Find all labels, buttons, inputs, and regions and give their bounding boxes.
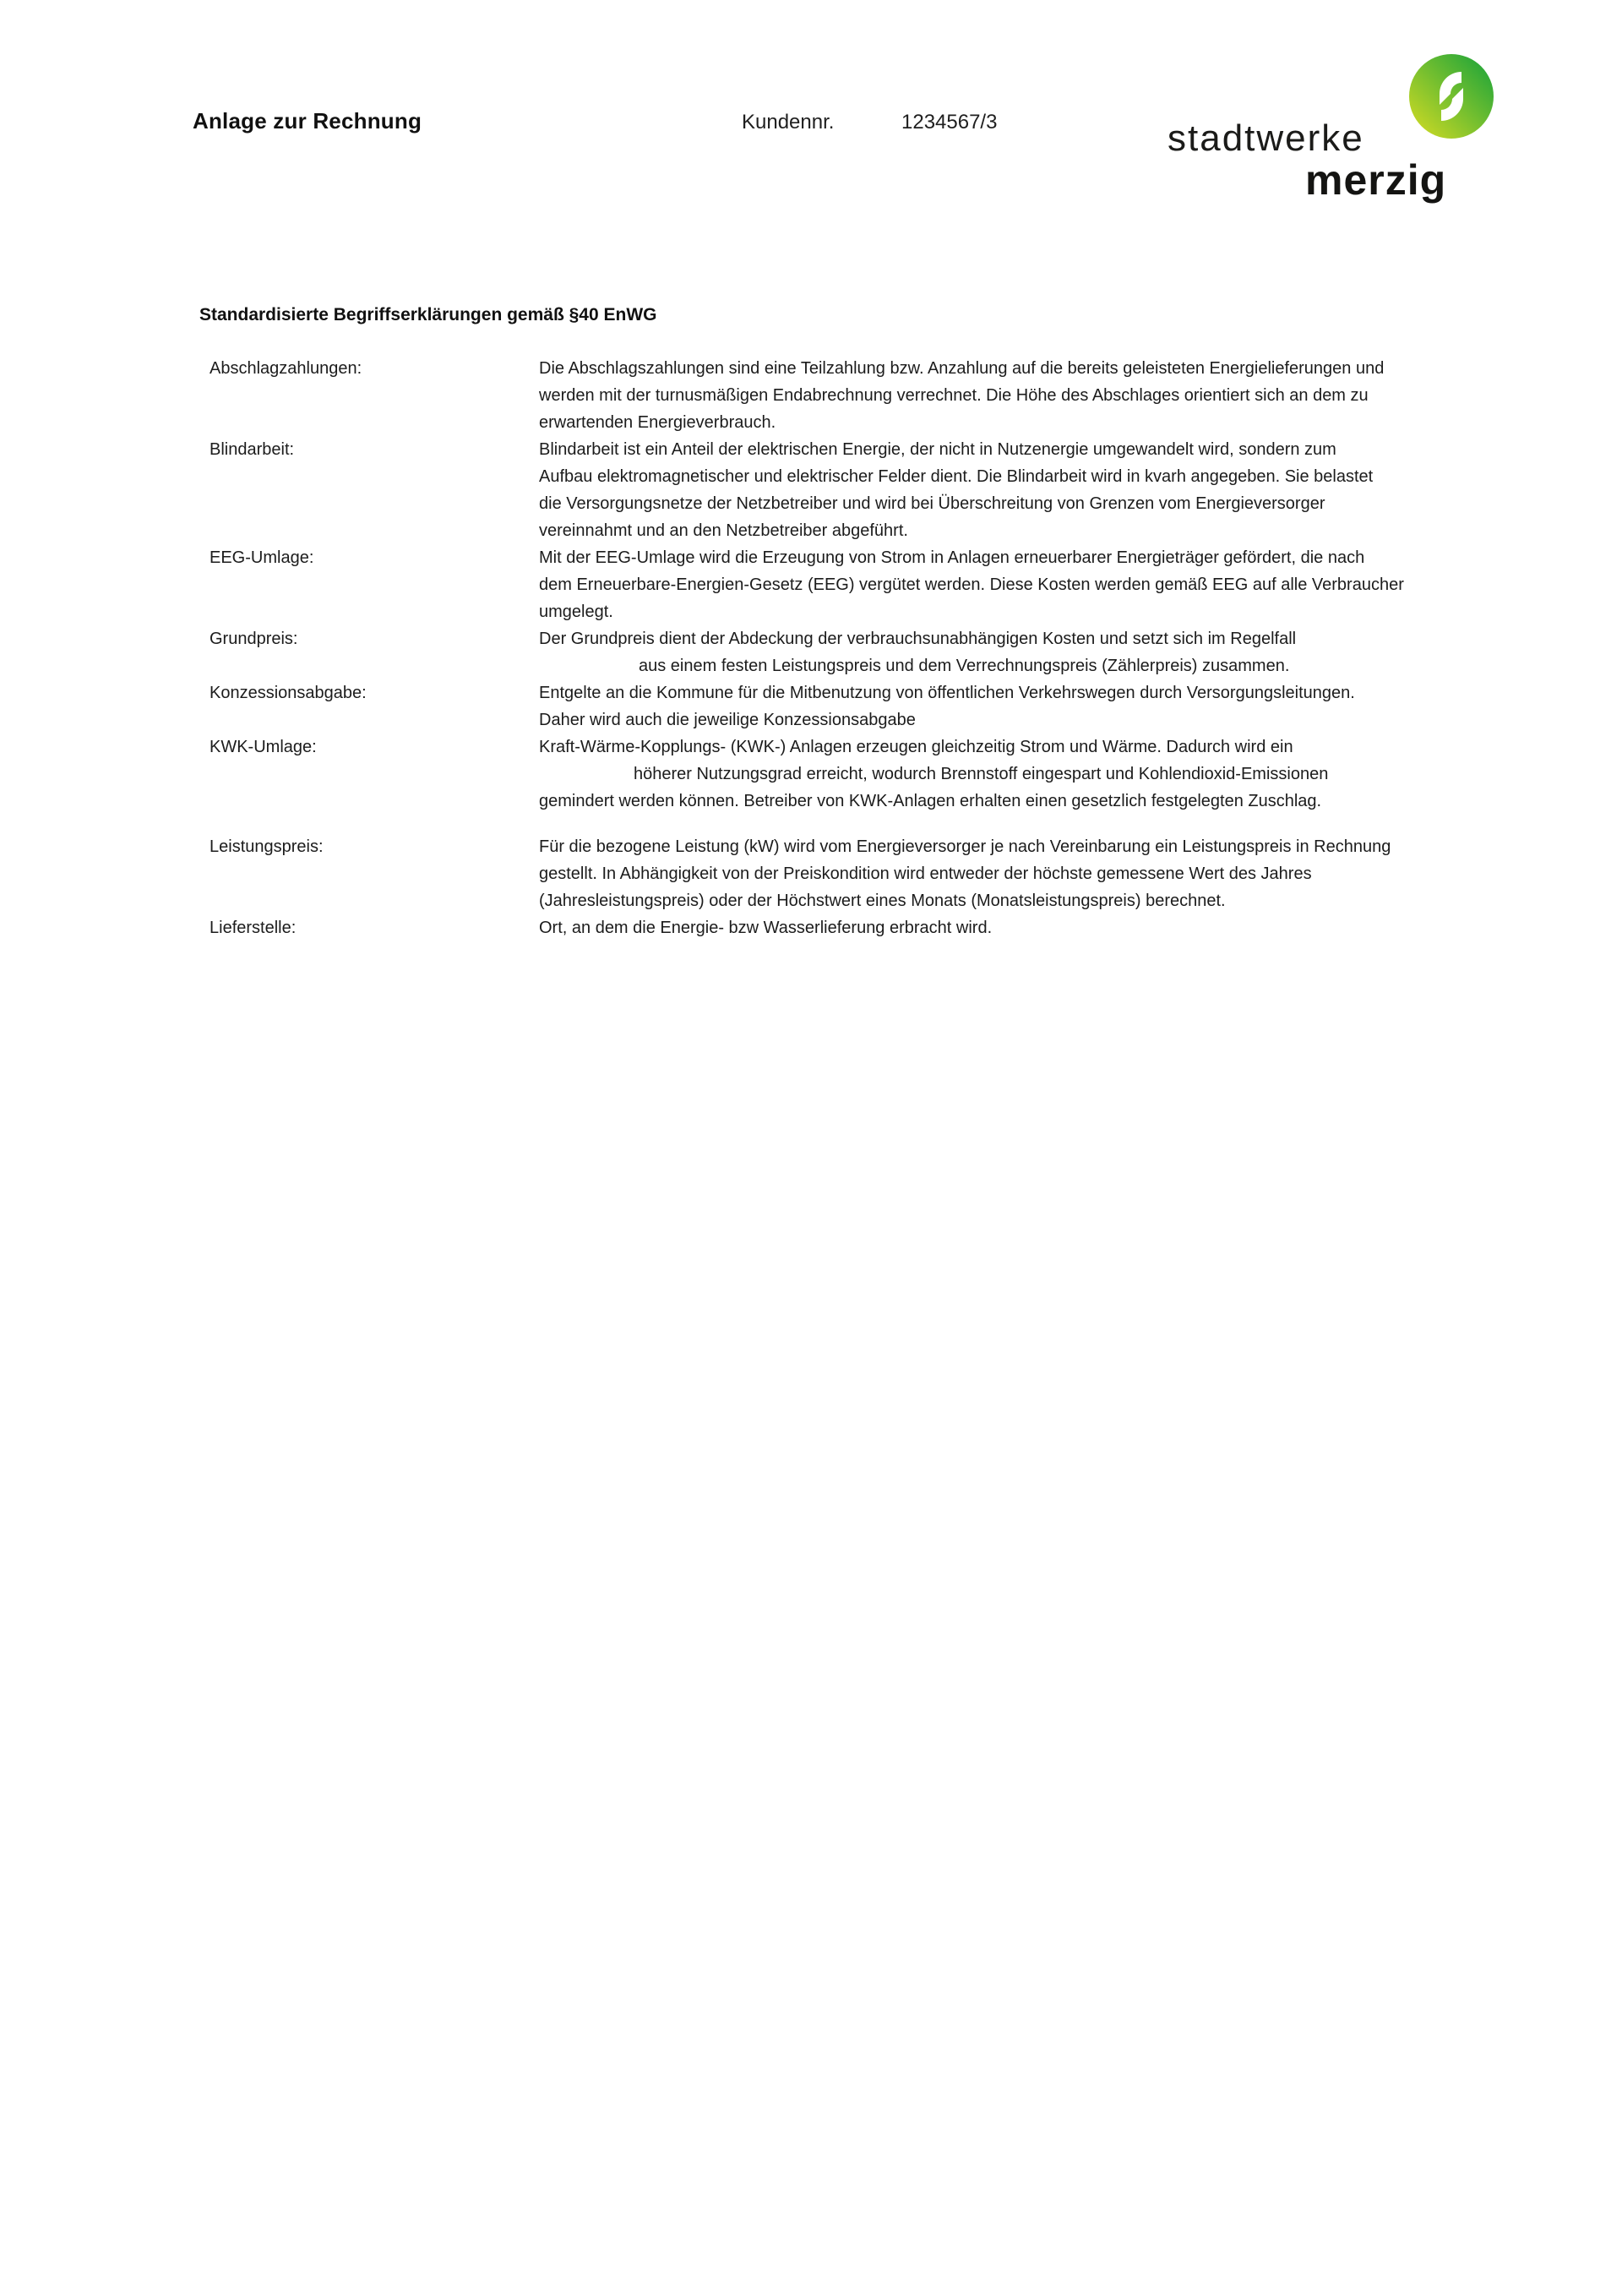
definition-text	[539, 625, 1477, 679]
definition-text-line: Blindarbeit ist ein Anteil der elektrischen Energie, der nicht in Nutzenergie umgewandelt wird, sondern zum	[539, 440, 1336, 459]
definition-row	[210, 625, 1477, 679]
definition-text	[539, 833, 1477, 914]
definition-text	[539, 734, 1477, 815]
definition-text-line: Der Grundpreis dient der Abdeckung der verbrauchsunabhängigen Kosten und setzt sich im Regelfall	[539, 630, 1297, 648]
definitions-list	[210, 355, 1477, 941]
definition-term: Grundpreis:	[210, 630, 298, 648]
definition-text-line: werden mit der turnusmäßigen Endabrechnung verrechnet. Die Höhe des Abschlages orientiert sich an dem zu	[539, 386, 1369, 405]
definition-text-line: Aufbau elektromagnetischer und elektrischer Felder dient. Die Blindarbeit wird in kvarh angegeben. Sie belastet	[539, 467, 1374, 486]
customer-number-label: Kundennr.	[742, 111, 835, 134]
definition-text-line: dem Erneuerbare-Energien-Gesetz (EEG) vergütet werden. Diese Kosten werden gemäß EEG auf alle Verbraucher	[539, 575, 1404, 594]
definition-text-line: Für die bezogene Leistung (kW) wird vom Energieversorger je nach Vereinbarung ein Leistungspreis in Rechnung	[539, 837, 1391, 856]
definition-text-line: höherer Nutzungsgrad erreicht, wodurch Brennstoff eingespart und Kohlendioxid-Emissionen	[634, 765, 1329, 783]
definition-text-line: gemindert werden können. Betreiber von KWK-Anlagen erhalten einen gesetzlich festgelegten Zuschlag.	[539, 792, 1322, 810]
definition-row	[210, 544, 1477, 625]
definition-row	[210, 833, 1477, 914]
definition-term: Abschlagzahlungen:	[210, 359, 362, 378]
definition-text	[539, 355, 1477, 436]
definition-text-line: aus einem festen Leistungspreis und dem Verrechnungspreis (Zählerpreis) zusammen.	[639, 657, 1290, 675]
logo-text-merzig: merzig	[1305, 156, 1447, 204]
definition-text-line: Daher wird auch die jeweilige Konzessionsabgabe	[539, 711, 916, 729]
definition-term: Blindarbeit:	[210, 440, 295, 459]
definition-row	[210, 436, 1477, 544]
section-heading: Standardisierte Begriffserklärungen gemäß §40 EnWG	[199, 305, 657, 324]
page-title: Anlage zur Rechnung	[193, 108, 422, 134]
definition-term: Leistungspreis:	[210, 837, 324, 856]
definition-text	[539, 544, 1477, 625]
definition-row	[210, 355, 1477, 436]
definition-text-line: Die Abschlagszahlungen sind eine Teilzahlung bzw. Anzahlung auf die bereits geleisteten Energielieferungen und	[539, 359, 1385, 378]
definition-term: Konzessionsabgabe:	[210, 684, 367, 702]
definition-text-line: gestellt. In Abhängigkeit von der Preiskondition wird entweder der höchste gemessene Wert des Jahres	[539, 864, 1312, 883]
definition-text-line: vereinnahmt und an den Netzbetreiber abgeführt.	[539, 521, 908, 540]
logo-circle	[1409, 54, 1494, 139]
definition-text	[539, 679, 1477, 734]
logo-text-stadtwerke: stadtwerke	[1168, 117, 1364, 159]
definition-text-line: erwartenden Energieverbrauch.	[539, 413, 776, 432]
definition-text-line: Kraft-Wärme-Kopplungs- (KWK-) Anlagen erzeugen gleichzeitig Strom und Wärme. Dadurch wird ein	[539, 738, 1293, 756]
definition-text-line: die Versorgungsnetze der Netzbetreiber und wird bei Überschreitung von Grenzen vom Energieversorger	[539, 494, 1325, 513]
definition-row	[210, 679, 1477, 734]
definition-text-line: umgelegt.	[539, 603, 613, 621]
definition-text-line: Ort, an dem die Energie- bzw Wasserlieferung erbracht wird.	[539, 919, 993, 937]
definition-term: KWK-Umlage:	[210, 738, 317, 756]
definition-text	[539, 436, 1477, 544]
definition-row	[210, 914, 1477, 941]
definition-term: EEG-Umlage:	[210, 548, 314, 567]
definition-text-line: Entgelte an die Kommune für die Mitbenutzung von öffentlichen Verkehrswegen durch Versorgungsleitungen.	[539, 684, 1355, 702]
definition-term: Lieferstelle:	[210, 919, 297, 937]
definition-text	[539, 914, 1477, 941]
customer-number-value: 1234567/3	[901, 111, 998, 134]
definition-text-line: (Jahresleistungspreis) oder der Höchstwert eines Monats (Monatsleistungspreis) berechnet.	[539, 892, 1226, 910]
stadtwerke-merzig-s-icon	[1409, 54, 1494, 139]
definition-row	[210, 734, 1477, 815]
definition-text-line: Mit der EEG-Umlage wird die Erzeugung von Strom in Anlagen erneuerbarer Energieträger gefördert, die nach	[539, 548, 1365, 567]
